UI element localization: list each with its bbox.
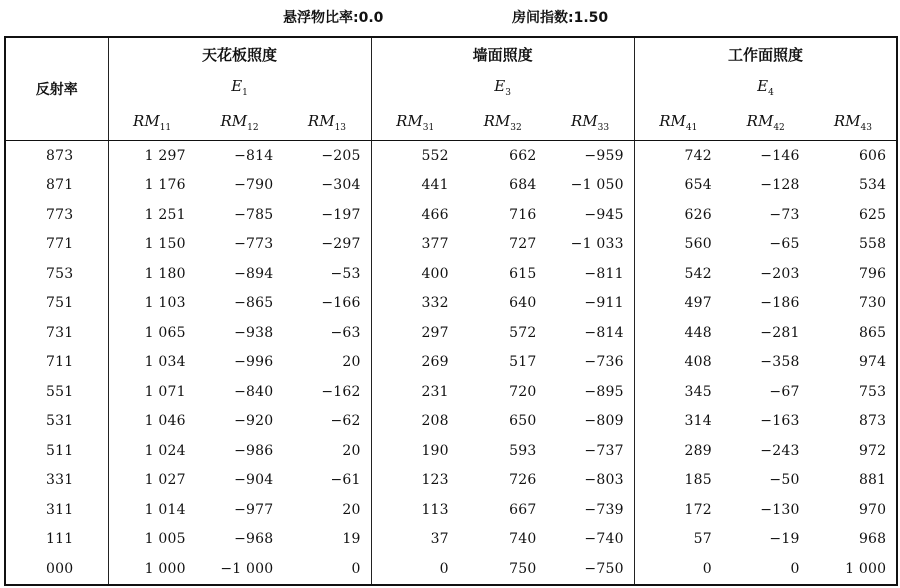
value-cell: 650 xyxy=(509,413,537,430)
value-cell: 972 xyxy=(810,436,898,466)
reflectance-cell: 111 xyxy=(5,525,108,555)
col-header-rm41: $RM_{41}$ xyxy=(634,104,722,141)
reflectance-cell: 871 xyxy=(5,171,108,201)
value-cell: 1 014 xyxy=(108,495,196,525)
value-cell: 865 xyxy=(810,318,898,348)
table-row xyxy=(5,436,897,466)
col-header-rm13: $RM_{13}$ xyxy=(283,104,371,141)
value-cell: −205 xyxy=(321,147,361,164)
group-title-workplane: 工作面照度 xyxy=(634,37,897,70)
value-cell: −62 xyxy=(330,413,361,430)
value-cell: −358 xyxy=(760,354,800,371)
value-cell: 667 xyxy=(509,501,537,518)
value-cell: −750 xyxy=(546,554,634,585)
reflectance-cell: 711 xyxy=(5,348,108,378)
value-cell: 730 xyxy=(810,289,898,319)
table-header xyxy=(5,37,897,141)
value-cell: 20 xyxy=(342,442,361,459)
group-symbol-ceiling: $E_1$ xyxy=(108,70,371,104)
value-cell: 750 xyxy=(459,554,547,585)
value-cell: −790 xyxy=(234,177,274,194)
value-cell: 1 150 xyxy=(108,230,196,260)
value-cell: −803 xyxy=(584,472,624,489)
value-cell: −73 xyxy=(769,206,800,223)
value-cell: 1 000 xyxy=(810,554,898,585)
value-cell: −814 xyxy=(234,147,274,164)
room-index-label: 房间指数:1.50 xyxy=(512,10,609,26)
col-header-rm11: $RM_{11}$ xyxy=(108,104,196,141)
value-cell: −19 xyxy=(769,531,800,548)
reflectance-header: 反射率 xyxy=(5,37,108,141)
value-cell: −986 xyxy=(234,442,274,459)
value-cell: 297 xyxy=(371,318,459,348)
value-cell: 0 xyxy=(722,554,810,585)
illuminance-coefficient-table xyxy=(4,36,898,586)
value-cell: 0 xyxy=(283,554,371,585)
table-row xyxy=(5,495,897,525)
table-row xyxy=(5,377,897,407)
value-cell: −163 xyxy=(760,413,800,430)
value-cell: 684 xyxy=(509,177,537,194)
value-cell: −186 xyxy=(760,295,800,312)
reflectance-cell: 531 xyxy=(5,407,108,437)
value-cell: 560 xyxy=(634,230,722,260)
value-cell: −968 xyxy=(234,531,274,548)
value-cell: −739 xyxy=(584,501,624,518)
value-cell: 448 xyxy=(634,318,722,348)
value-cell: 408 xyxy=(634,348,722,378)
reflectance-cell: 773 xyxy=(5,200,108,230)
value-cell: 231 xyxy=(371,377,459,407)
value-cell: −773 xyxy=(234,236,274,253)
value-cell: 1 027 xyxy=(108,466,196,496)
value-cell: 542 xyxy=(634,259,722,289)
value-cell: −50 xyxy=(769,472,800,489)
value-cell: 1 103 xyxy=(108,289,196,319)
value-cell: 1 297 xyxy=(108,141,196,171)
value-cell: 190 xyxy=(371,436,459,466)
value-cell: −904 xyxy=(234,472,274,489)
reflectance-cell: 000 xyxy=(5,554,108,585)
value-cell: 593 xyxy=(509,442,537,459)
value-cell: −53 xyxy=(330,265,361,282)
value-cell: 269 xyxy=(371,348,459,378)
value-cell: 332 xyxy=(371,289,459,319)
value-cell: −865 xyxy=(234,295,274,312)
value-cell: 968 xyxy=(810,525,898,555)
table-row xyxy=(5,289,897,319)
value-cell: −197 xyxy=(321,206,361,223)
value-cell: 37 xyxy=(371,525,459,555)
value-cell: 1 024 xyxy=(108,436,196,466)
value-cell: 881 xyxy=(810,466,898,496)
reflectance-cell: 311 xyxy=(5,495,108,525)
col-header-rm31: $RM_{31}$ xyxy=(371,104,459,141)
value-cell: −959 xyxy=(584,147,624,164)
value-cell: 1 251 xyxy=(108,200,196,230)
value-cell: 185 xyxy=(634,466,722,496)
table-row xyxy=(5,318,897,348)
value-cell: −894 xyxy=(234,265,274,282)
value-cell: −166 xyxy=(321,295,361,312)
table-row xyxy=(5,259,897,289)
value-cell: −162 xyxy=(321,383,361,400)
table-row xyxy=(5,141,897,171)
group-symbol-wall: $E_3$ xyxy=(371,70,634,104)
value-cell: 534 xyxy=(810,171,898,201)
value-cell: −814 xyxy=(584,324,624,341)
value-cell: 0 xyxy=(371,554,459,585)
reflectance-cell: 751 xyxy=(5,289,108,319)
value-cell: 572 xyxy=(509,324,537,341)
reflectance-cell: 551 xyxy=(5,377,108,407)
value-cell: 0 xyxy=(634,554,722,585)
value-cell: 314 xyxy=(634,407,722,437)
value-cell: −977 xyxy=(234,501,274,518)
value-cell: 626 xyxy=(634,200,722,230)
reflectance-cell: 873 xyxy=(5,141,108,171)
table-row xyxy=(5,348,897,378)
value-cell: −281 xyxy=(760,324,800,341)
value-cell: 615 xyxy=(509,265,537,282)
table-row xyxy=(5,554,897,585)
value-cell: 720 xyxy=(509,383,537,400)
value-cell: 466 xyxy=(371,200,459,230)
value-cell: −840 xyxy=(234,383,274,400)
value-cell: 517 xyxy=(509,354,537,371)
value-cell: 1 071 xyxy=(108,377,196,407)
value-cell: 640 xyxy=(509,295,537,312)
value-cell: −1 050 xyxy=(570,177,624,194)
value-cell: −911 xyxy=(584,295,624,312)
value-cell: −1 000 xyxy=(196,554,284,585)
value-cell: 345 xyxy=(634,377,722,407)
value-cell: −736 xyxy=(584,354,624,371)
value-cell: 726 xyxy=(509,472,537,489)
value-cell: 716 xyxy=(509,206,537,223)
value-cell: 57 xyxy=(634,525,722,555)
reflectance-cell: 511 xyxy=(5,436,108,466)
table-row xyxy=(5,230,897,260)
value-cell: 19 xyxy=(342,531,361,548)
suspended-ratio-label: 悬浮物比率:0.0 xyxy=(283,10,384,26)
value-cell: −920 xyxy=(234,413,274,430)
value-cell: −130 xyxy=(760,501,800,518)
value-cell: 873 xyxy=(810,407,898,437)
value-cell: −243 xyxy=(760,442,800,459)
value-cell: 974 xyxy=(810,348,898,378)
col-header-rm42: $RM_{42}$ xyxy=(722,104,810,141)
value-cell: 208 xyxy=(371,407,459,437)
reflectance-cell: 753 xyxy=(5,259,108,289)
col-header-rm33: $RM_{33}$ xyxy=(546,104,634,141)
reflectance-cell: 731 xyxy=(5,318,108,348)
value-cell: −203 xyxy=(760,265,800,282)
value-cell: 1 034 xyxy=(108,348,196,378)
value-cell: −809 xyxy=(584,413,624,430)
value-cell: 796 xyxy=(810,259,898,289)
group-symbol-workplane: $E_4$ xyxy=(634,70,897,104)
col-header-rm32: $RM_{32}$ xyxy=(459,104,547,141)
value-cell: 1 046 xyxy=(108,407,196,437)
value-cell: −895 xyxy=(584,383,624,400)
reflectance-cell: 331 xyxy=(5,466,108,496)
col-header-rm12: $RM_{12}$ xyxy=(196,104,284,141)
table-body xyxy=(5,141,897,585)
value-cell: 970 xyxy=(810,495,898,525)
value-cell: 400 xyxy=(371,259,459,289)
value-cell: 20 xyxy=(342,354,361,371)
value-cell: −938 xyxy=(234,324,274,341)
value-cell: 1 005 xyxy=(108,525,196,555)
value-cell: −67 xyxy=(769,383,800,400)
value-cell: −945 xyxy=(584,206,624,223)
value-cell: 552 xyxy=(371,141,459,171)
value-cell: 1 176 xyxy=(108,171,196,201)
value-cell: −128 xyxy=(760,177,800,194)
value-cell: 1 065 xyxy=(108,318,196,348)
value-cell: −304 xyxy=(321,177,361,194)
value-cell: 289 xyxy=(634,436,722,466)
value-cell: 1 180 xyxy=(108,259,196,289)
reflectance-cell: 771 xyxy=(5,230,108,260)
value-cell: 742 xyxy=(634,141,722,171)
value-cell: 113 xyxy=(371,495,459,525)
group-title-wall: 墙面照度 xyxy=(371,37,634,70)
value-cell: 1 000 xyxy=(108,554,196,585)
value-cell: −996 xyxy=(234,354,274,371)
value-cell: −65 xyxy=(769,236,800,253)
table-row xyxy=(5,200,897,230)
value-cell: −737 xyxy=(584,442,624,459)
value-cell: −785 xyxy=(234,206,274,223)
table-caption xyxy=(0,4,900,28)
value-cell: 441 xyxy=(371,171,459,201)
value-cell: 558 xyxy=(810,230,898,260)
value-cell: −63 xyxy=(330,324,361,341)
value-cell: 497 xyxy=(634,289,722,319)
table-row xyxy=(5,525,897,555)
value-cell: −1 033 xyxy=(570,236,624,253)
value-cell: 20 xyxy=(342,501,361,518)
value-cell: 625 xyxy=(810,200,898,230)
value-cell: 172 xyxy=(634,495,722,525)
value-cell: −146 xyxy=(760,147,800,164)
value-cell: 662 xyxy=(509,147,537,164)
value-cell: −740 xyxy=(584,531,624,548)
value-cell: 740 xyxy=(509,531,537,548)
table-row xyxy=(5,171,897,201)
value-cell: −61 xyxy=(330,472,361,489)
table-row xyxy=(5,407,897,437)
table-row xyxy=(5,466,897,496)
group-title-ceiling: 天花板照度 xyxy=(108,37,371,70)
value-cell: −811 xyxy=(584,265,624,282)
col-header-rm43: $RM_{43}$ xyxy=(810,104,898,141)
value-cell: 753 xyxy=(810,377,898,407)
value-cell: 606 xyxy=(810,141,898,171)
value-cell: 123 xyxy=(371,466,459,496)
value-cell: 654 xyxy=(634,171,722,201)
value-cell: 727 xyxy=(509,236,537,253)
value-cell: 377 xyxy=(371,230,459,260)
value-cell: −297 xyxy=(321,236,361,253)
